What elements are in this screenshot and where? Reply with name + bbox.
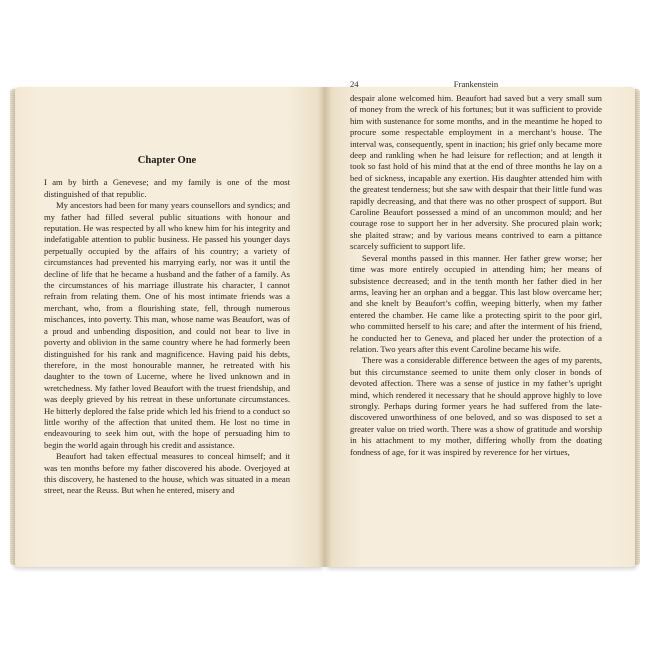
left-paragraph-2: My ancestors had been for many years counsellors and syndics; and my father had filled several public situations with honour and reputation. He was respected by all who knew him for his integrity and indefatigable attention to public business. He passed his younger days perpetually occupied by the affairs of his country; a variety of circumstances had prevented his marrying early, nor was it until the decline of life that he became a husband and the father of a family. As the circumstances of his marriage illustrate his character, I cannot refrain from relating them. One of his most intimate friends was a merchant, who, from a flourishing state, fell, through numerous mischances, into poverty. This man, whose name was Beaufort, was of a proud and unbending disposition, and could not bear to live in poverty and oblivion in the same country where he had formerly been distinguished for his rank and magnificence. Having paid his debts, therefore, in the most honourable manner, he retreated with his daughter to the town of Lucerne, where he lived unknown and in wretchedness. My father loved Beaufort with the truest friendship, and was deeply grieved by his retreat in these unfortunate circumstances. He bitterly deplored the false pride which led his friend to a conduct so little worthy of the affection that united them. He lost no time in endeavouring to seek him out, with the hope of persuading him to begin the world again through his credit and assistance. bbox=[44, 200, 290, 450]
left-paragraph-1: I am by birth a Genevese; and my family is one of the most distinguished of that republic. bbox=[44, 177, 290, 199]
open-book bbox=[0, 75, 650, 580]
chapter-title: Chapter One bbox=[137, 155, 197, 166]
left-paragraph-3: Beaufort had taken effectual measures to conceal himself; and it was ten months before my father discovered his abode. Overjoyed at this discovery, he hastened to the house, which was situated in a mean street, near the Reuss. But when he entered, misery and bbox=[44, 451, 290, 496]
book-gutter bbox=[318, 87, 332, 567]
right-paragraph-2: Several months passed in this manner. Her father grew worse; her time was more entirely occupied in attending him; her means of subsistence decreased; and in the tenth month her father died in her arms, leaving her an orphan and a beggar. This last blow overcame her; and she knelt by Beaufort’s coffin, weeping bitterly, when my father entered the chamber. He came like a protecting spirit to the poor girl, who committed herself to his care; and after the interment of his friend, he conducted her to Geneva, and placed her under the protection of a relation. Two years after this event Caroline became his wife. bbox=[350, 252, 602, 354]
right-page-text bbox=[350, 93, 602, 458]
right-paragraph-3: There was a considerable difference between the ages of my parents, but this circumstance seemed to unite them only closer in bonds of devoted affection. There was a sense of justice in my father’s upright mind, which rendered it necessary that he should approve highly to love strongly. Perhaps during former years he had suffered from the late-discovered unworthiness of one beloved, and so was disposed to set a greater value on tried worth. There was a show of gratitude and worship in his attachment to my mother, differing wholly from the doating fondness of age, for it was inspired by reverence for her virtues, bbox=[350, 355, 602, 457]
running-title: Frankenstein bbox=[453, 79, 499, 89]
left-page-text bbox=[44, 155, 290, 497]
page-number: 24 bbox=[350, 79, 359, 89]
right-paragraph-1: despair alone welcomed him. Beaufort had saved but a very small sum of money from the wreck of his fortunes; but it was sufficient to provide him with sustenance for some months, and in the meantime he hoped to procure some respectable employment in a merchant’s house. The interval was, consequently, spent in inaction; his grief only became more deep and rankling when he had leisure for reflection; and at length it took so fast hold of his mind that at the end of three months he lay on a bed of sickness, incapable any exertion. His daughter attended him with the greatest tenderness; but she saw with despair that their little fund was rapidly decreasing, and that there was no other prospect of support. But Caroline Beaufort possessed a mind of an uncommon mould; and her courage rose to support her in her adversity. She procured plain work; she plaited straw; and by various means contrived to earn a pittance scarcely sufficient to support life. bbox=[350, 93, 602, 252]
